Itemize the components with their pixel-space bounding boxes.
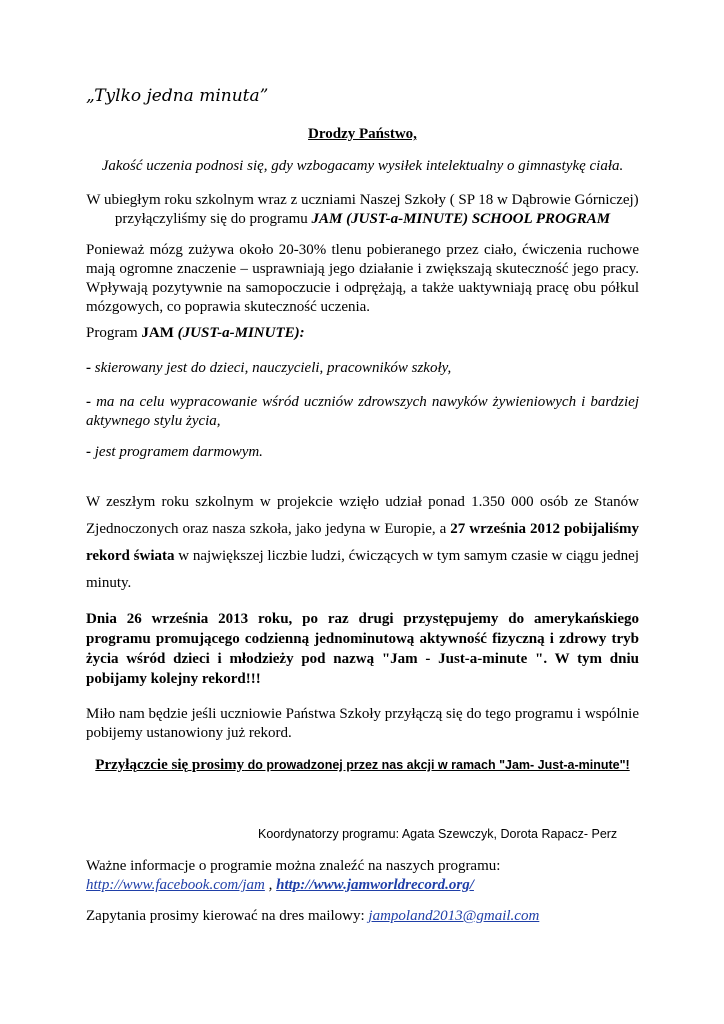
program-name: JAM [141, 325, 174, 341]
info-paragraph [86, 857, 639, 895]
motto [86, 157, 639, 176]
record-highlight: 27 września 2012 pobijaliśmy rekord świata [86, 521, 639, 564]
bullet-text: ma na celu wypracowanie wśród uczniów zdrowszych nawyków żywieniowych i bardziej aktywnego stylu życia, [86, 394, 639, 429]
bullet-text: jest programem darmowym. [94, 444, 263, 460]
contact-paragraph [86, 907, 639, 926]
call-bold: Przyłączcie się prosimy [95, 757, 245, 773]
facebook-link[interactable]: http://www.facebook.com/jam [86, 877, 265, 893]
greeting [86, 125, 639, 144]
bullet-item [86, 443, 639, 462]
brain-paragraph: Ponieważ mózg zużywa około 20-30% tlenu pobieranego przez ciało, ćwiczenia ruchowe mają ogromne znaczenie – usprawniają jego działanie i zwiększają skuteczność jego pracy. Wpływają pozytywnie na samopoczucie i odprężają, a także uaktywniają pracę obu półkul mózgowych, co poprawia skuteczność uczenia. [86, 242, 639, 315]
email-link[interactable]: jampoland2013@gmail.com [368, 908, 540, 924]
bullet-dash: - [86, 394, 97, 410]
record-text-2: w największej liczbie ludzi, ćwiczących w tym samym czasie w ciągu jednej minuty. [86, 548, 639, 591]
bullet-text: skierowany jest do dzieci, nauczycieli, pracowników szkoły, [94, 360, 452, 376]
record-paragraph [86, 489, 639, 597]
call-rest: do prowadzonej przez nas akcji w ramach "Jam- Just-a-minute"! [244, 758, 630, 772]
program-name-suffix: (JUST-a-MINUTE): [173, 325, 305, 341]
motto-text: Jakość uczenia podnosi się, gdy wzbogacamy wysiłek intelektualny o gimnastykę ciała. [101, 158, 624, 174]
document-title: „Tylko jedna minuta” [86, 86, 269, 106]
invitation-paragraph: Miło nam będzie jeśli uczniowie Państwa Szkoły przyłączą się do tego programu i wspólnie pobijemy ustanowiony już rekord. [86, 706, 639, 741]
announcement-paragraph: Dnia 26 września 2013 roku, po raz drugi przystępujemy do amerykańskiego programu promującego codzienną jednominutową aktywność fizyczną i zdrowy tryb życia wśród dzieci i młodzieży pod nazwą "Jam - Just-a-minute ". W tym dniu pobijamy kolejny rekord!!! [86, 611, 639, 687]
link-separator: , [264, 877, 277, 893]
record-text-1: W zeszłym roku szkolnym w projekcie wzięło udział ponad 1.350 000 osób ze Stanów Zjednoczonych oraz nasza szkoła, jako jedyna w Europie, a [86, 494, 639, 537]
program-prefix: Program [86, 325, 142, 341]
intro-line-2-text: przyłączyliśmy się do programu [114, 211, 312, 227]
bullet-dash: - [86, 444, 95, 460]
info-text: Ważne informacje o programie można znaleźć na naszych programu: [86, 858, 501, 874]
bullet-dash: - [86, 360, 95, 376]
jamworldrecord-link[interactable]: http://www.jamworldrecord.org/ [276, 877, 474, 893]
greeting-text: Drodzy Państwo, [308, 126, 417, 142]
program-full-name: JAM (JUST-a-MINUTE) SCHOOL PROGRAM [311, 211, 611, 227]
bullet-item [86, 359, 639, 378]
bullet-item [86, 393, 639, 431]
call-to-action [86, 756, 639, 775]
intro-line-1: W ubiegłym roku szkolnym wraz z uczniami Naszej Szkoły ( SP 18 w Dąbrowie Górniczej) [86, 192, 639, 208]
contact-text: Zapytania prosimy kierować na dres mailowy: [86, 908, 369, 924]
coordinators: Koordynatorzy programu: Agata Szewczyk, Dorota Rapacz- Perz [258, 827, 618, 841]
program-heading [86, 324, 639, 343]
intro-paragraph [86, 191, 639, 229]
